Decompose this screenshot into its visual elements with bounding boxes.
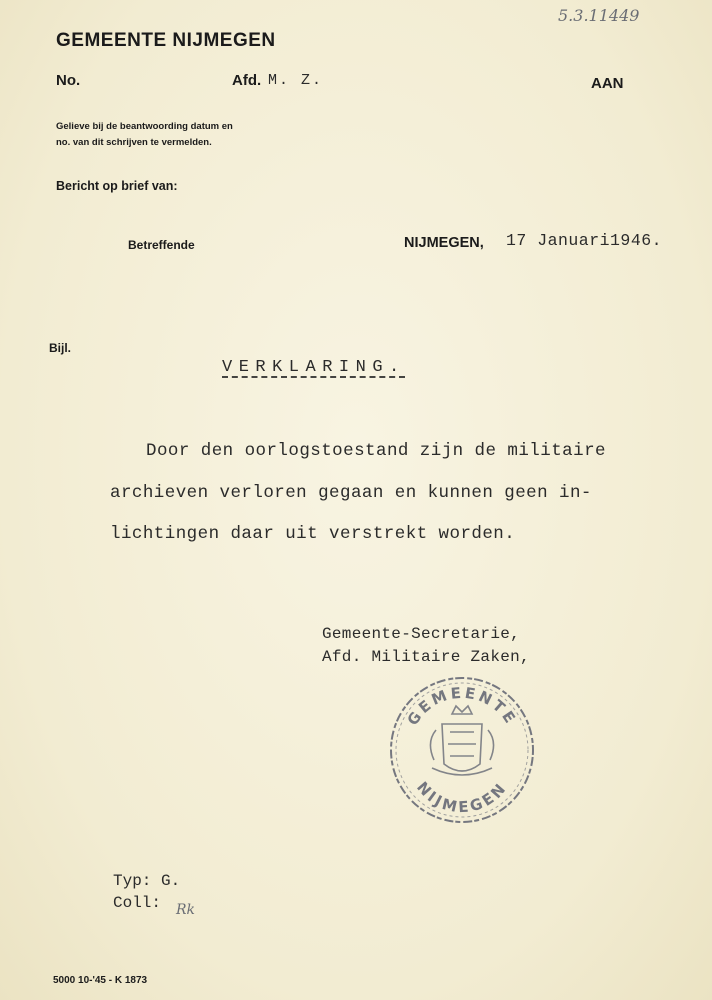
svg-text:NIJMEGEN bbox=[413, 778, 511, 816]
stamp-bottom-text: NIJMEGEN bbox=[413, 778, 511, 817]
reply-to-letter-label: Bericht op brief van: bbox=[56, 179, 178, 193]
municipal-seal-stamp bbox=[386, 672, 538, 828]
number-label: No. bbox=[56, 72, 81, 89]
enclosure-label: Bijl. bbox=[49, 341, 72, 355]
letter-date: 17 Januari1946. bbox=[506, 231, 663, 250]
city-label: NIJMEGEN, bbox=[404, 235, 484, 251]
reply-instruction-line-1: Gelieve bij de beantwoording datum en bbox=[56, 121, 233, 132]
coat-of-arms-icon bbox=[430, 706, 493, 775]
body-line: Door den oorlogstoestand zijn de militaire bbox=[146, 441, 606, 461]
body-line: archieven verloren gegaan en kunnen geen in- bbox=[110, 483, 592, 503]
print-code: 5000 10-'45 - K 1873 bbox=[53, 975, 148, 986]
reply-instruction-line-2: no. van dit schrijven te vermelden. bbox=[56, 137, 212, 148]
department-label: Afd. bbox=[232, 72, 262, 89]
stamp-top-text: GEMEENTE bbox=[403, 683, 521, 729]
signature-line-2: Afd. Militaire Zaken, bbox=[322, 648, 530, 666]
department-value: M. Z. bbox=[268, 72, 324, 89]
document-title: VERKLARING. bbox=[222, 358, 406, 377]
municipality-heading: GEMEENTE NIJMEGEN bbox=[56, 30, 276, 51]
subject-label: Betreffende bbox=[128, 238, 195, 252]
recipient-label: AAN bbox=[591, 75, 624, 92]
collation-label: Coll: bbox=[113, 894, 162, 912]
signature-line-1: Gemeente-Secretarie, bbox=[322, 625, 521, 643]
collation-initials: Rk bbox=[176, 902, 196, 918]
body-line: lichtingen daar uit verstrekt worden. bbox=[110, 524, 516, 544]
typist-note: Typ: G. bbox=[113, 872, 181, 890]
handwritten-reference: 5.3.11449 bbox=[558, 6, 640, 25]
